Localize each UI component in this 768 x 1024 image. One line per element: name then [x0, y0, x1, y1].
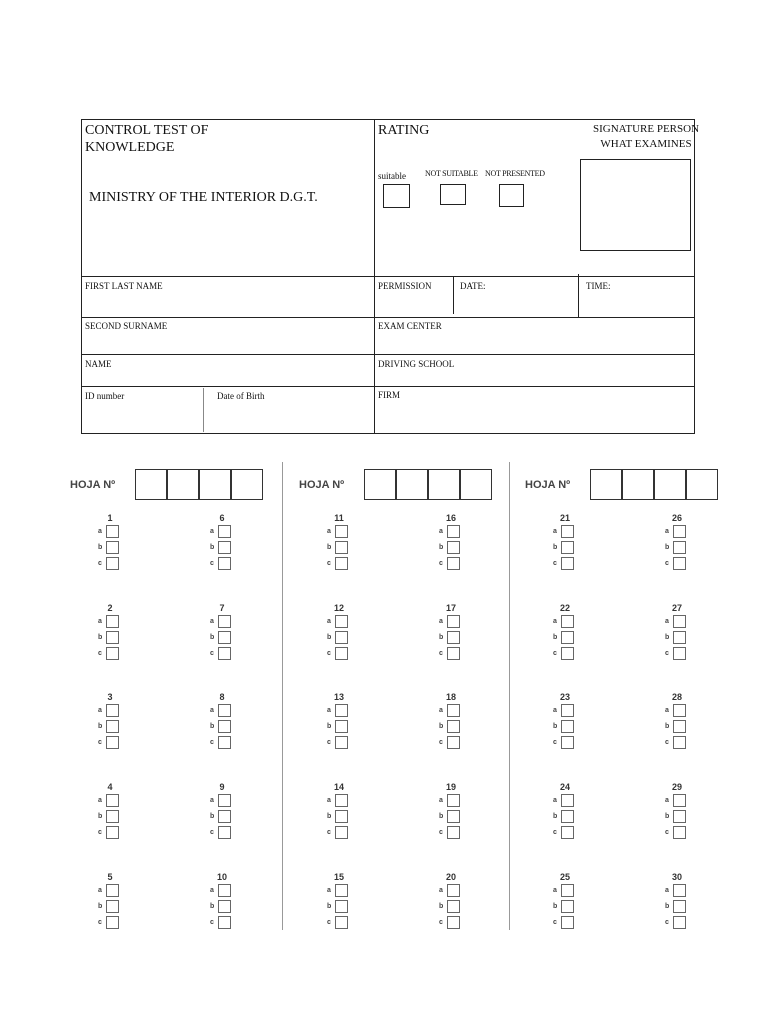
option-letter: a — [553, 887, 557, 894]
option-letter: a — [98, 887, 102, 894]
option-letter: a — [553, 618, 557, 625]
exam-center-label: EXAM CENTER — [378, 321, 442, 331]
question-number: 28 — [671, 692, 682, 702]
sheet-number-box[interactable] — [199, 469, 231, 500]
question-6-option-a-box[interactable] — [218, 525, 231, 538]
option-letter: a — [439, 618, 443, 625]
question-12-option-c-box[interactable] — [335, 647, 348, 660]
question-number: 5 — [107, 872, 113, 882]
permission-label: PERMISSION — [378, 281, 432, 291]
option-letter: b — [327, 813, 332, 820]
option-letter: b — [327, 903, 332, 910]
option-letter: b — [665, 634, 670, 641]
driving-school-label: DRIVING SCHOOL — [378, 359, 455, 369]
question-17-option-c-box[interactable] — [447, 647, 460, 660]
option-letter: b — [553, 723, 558, 730]
question-20-option-b-box[interactable] — [447, 900, 460, 913]
option-letter: b — [439, 813, 444, 820]
sheet-number-box[interactable] — [135, 469, 167, 500]
question-17-option-b-box[interactable] — [447, 631, 460, 644]
question-number: 24 — [559, 782, 570, 792]
option-letter: b — [327, 723, 332, 730]
question-22-option-b-box[interactable] — [561, 631, 574, 644]
option-letter: c — [98, 829, 102, 836]
question-23-option-c-box[interactable] — [561, 736, 574, 749]
question-22-option-c-box[interactable] — [561, 647, 574, 660]
question-16-option-b-box[interactable] — [447, 541, 460, 554]
option-letter: a — [553, 707, 557, 714]
not-suitable-label: NOT SUITABLE — [425, 169, 478, 178]
question-30-option-a-box[interactable] — [673, 884, 686, 897]
option-letter: b — [98, 544, 103, 551]
question-number: 22 — [559, 603, 570, 613]
question-number: 25 — [559, 872, 570, 882]
question-13-option-c-box[interactable] — [335, 736, 348, 749]
question-8-option-c-box[interactable] — [218, 736, 231, 749]
question-21-option-a-box[interactable] — [561, 525, 574, 538]
question-3-option-a-box[interactable] — [106, 704, 119, 717]
option-letter: b — [327, 634, 332, 641]
option-letter: a — [439, 707, 443, 714]
option-letter: c — [327, 650, 331, 657]
option-letter: c — [210, 650, 214, 657]
question-3-option-c-box[interactable] — [106, 736, 119, 749]
question-25-option-a-box[interactable] — [561, 884, 574, 897]
sheet-number-box[interactable] — [364, 469, 396, 500]
option-letter: c — [665, 650, 669, 657]
question-19-option-a-box[interactable] — [447, 794, 460, 807]
question-26-option-a-box[interactable] — [673, 525, 686, 538]
option-letter: b — [665, 903, 670, 910]
question-2-option-a-box[interactable] — [106, 615, 119, 628]
question-10-option-c-box[interactable] — [218, 916, 231, 929]
option-letter: c — [665, 560, 669, 567]
question-29-option-b-box[interactable] — [673, 810, 686, 823]
question-number: 19 — [445, 782, 456, 792]
sheet-number-box[interactable] — [460, 469, 492, 500]
option-letter: c — [439, 560, 443, 567]
option-letter: a — [553, 797, 557, 804]
option-letter: b — [98, 813, 103, 820]
question-24-option-c-box[interactable] — [561, 826, 574, 839]
option-letter: a — [210, 797, 214, 804]
option-letter: a — [553, 528, 557, 535]
question-8-option-b-box[interactable] — [218, 720, 231, 733]
question-11-option-c-box[interactable] — [335, 557, 348, 570]
option-letter: a — [98, 797, 102, 804]
option-letter: b — [439, 634, 444, 641]
sheet-number-box[interactable] — [396, 469, 428, 500]
question-17-option-a-box[interactable] — [447, 615, 460, 628]
question-8-option-a-box[interactable] — [218, 704, 231, 717]
question-28-option-a-box[interactable] — [673, 704, 686, 717]
option-letter: b — [98, 723, 103, 730]
option-letter: b — [210, 544, 215, 551]
firm-label: FIRM — [378, 390, 401, 400]
question-4-option-b-box[interactable] — [106, 810, 119, 823]
question-27-option-c-box[interactable] — [673, 647, 686, 660]
option-letter: a — [327, 618, 331, 625]
option-letter: b — [553, 544, 558, 551]
sheet-number-label: HOJA Nº — [525, 479, 571, 491]
option-letter: c — [210, 739, 214, 746]
question-14-option-b-box[interactable] — [335, 810, 348, 823]
question-30-option-c-box[interactable] — [673, 916, 686, 929]
question-29-option-c-box[interactable] — [673, 826, 686, 839]
question-28-option-b-box[interactable] — [673, 720, 686, 733]
option-letter: a — [327, 528, 331, 535]
question-number: 16 — [445, 513, 456, 523]
question-number: 15 — [333, 872, 344, 882]
option-letter: c — [327, 739, 331, 746]
option-letter: b — [665, 723, 670, 730]
question-4-option-c-box[interactable] — [106, 826, 119, 839]
option-letter: a — [327, 797, 331, 804]
option-letter: b — [553, 813, 558, 820]
question-11-option-a-box[interactable] — [335, 525, 348, 538]
option-letter: c — [327, 560, 331, 567]
option-letter: c — [98, 560, 102, 567]
option-letter: b — [210, 723, 215, 730]
option-letter: b — [210, 634, 215, 641]
question-1-option-b-box[interactable] — [106, 541, 119, 554]
question-number: 7 — [219, 603, 225, 613]
question-14-option-a-box[interactable] — [335, 794, 348, 807]
option-letter: b — [210, 903, 215, 910]
option-letter: c — [98, 739, 102, 746]
option-letter: c — [553, 829, 557, 836]
panel-divider — [509, 462, 510, 930]
option-letter: c — [553, 739, 557, 746]
question-16-option-c-box[interactable] — [447, 557, 460, 570]
question-14-option-c-box[interactable] — [335, 826, 348, 839]
question-12-option-a-box[interactable] — [335, 615, 348, 628]
option-letter: b — [665, 544, 670, 551]
question-13-option-a-box[interactable] — [335, 704, 348, 717]
question-19-option-c-box[interactable] — [447, 826, 460, 839]
option-letter: a — [439, 797, 443, 804]
question-6-option-c-box[interactable] — [218, 557, 231, 570]
not-presented-checkbox[interactable] — [499, 184, 524, 207]
option-letter: c — [98, 919, 102, 926]
question-number: 9 — [219, 782, 225, 792]
option-letter: c — [327, 919, 331, 926]
sheet-number-box[interactable] — [654, 469, 686, 500]
option-letter: c — [665, 739, 669, 746]
option-letter: a — [210, 528, 214, 535]
question-number: 11 — [334, 513, 344, 523]
question-number: 4 — [107, 782, 113, 792]
option-letter: c — [553, 650, 557, 657]
date-label: DATE: — [460, 281, 486, 291]
option-letter: b — [439, 723, 444, 730]
sheet-number-box[interactable] — [590, 469, 622, 500]
question-2-option-b-box[interactable] — [106, 631, 119, 644]
sheet-number-box[interactable] — [622, 469, 654, 500]
question-22-option-a-box[interactable] — [561, 615, 574, 628]
question-number: 10 — [216, 872, 227, 882]
question-number: 21 — [559, 513, 570, 523]
question-1-option-a-box[interactable] — [106, 525, 119, 538]
question-21-option-c-box[interactable] — [561, 557, 574, 570]
option-letter: a — [327, 887, 331, 894]
question-15-option-a-box[interactable] — [335, 884, 348, 897]
question-26-option-c-box[interactable] — [673, 557, 686, 570]
question-10-option-a-box[interactable] — [218, 884, 231, 897]
question-number: 23 — [559, 692, 570, 702]
question-number: 12 — [333, 603, 344, 613]
option-letter: a — [98, 528, 102, 535]
question-number: 27 — [671, 603, 682, 613]
question-5-option-b-box[interactable] — [106, 900, 119, 913]
suitable-checkbox[interactable] — [383, 184, 410, 208]
question-1-option-c-box[interactable] — [106, 557, 119, 570]
option-letter: a — [665, 618, 669, 625]
not-presented-label: NOT PRESENTED — [485, 169, 545, 178]
sheet-number-box[interactable] — [686, 469, 718, 500]
question-number: 3 — [107, 692, 113, 702]
question-25-option-c-box[interactable] — [561, 916, 574, 929]
question-15-option-c-box[interactable] — [335, 916, 348, 929]
option-letter: a — [327, 707, 331, 714]
question-15-option-b-box[interactable] — [335, 900, 348, 913]
option-letter: a — [665, 528, 669, 535]
question-number: 18 — [445, 692, 456, 702]
sheet-number-box[interactable] — [231, 469, 263, 500]
question-27-option-a-box[interactable] — [673, 615, 686, 628]
signature-box[interactable] — [580, 159, 691, 251]
question-9-option-a-box[interactable] — [218, 794, 231, 807]
question-3-option-b-box[interactable] — [106, 720, 119, 733]
question-18-option-b-box[interactable] — [447, 720, 460, 733]
option-letter: b — [553, 903, 558, 910]
question-20-option-a-box[interactable] — [447, 884, 460, 897]
question-25-option-b-box[interactable] — [561, 900, 574, 913]
question-2-option-c-box[interactable] — [106, 647, 119, 660]
option-letter: c — [553, 919, 557, 926]
option-letter: a — [210, 618, 214, 625]
not-suitable-checkbox[interactable] — [440, 184, 466, 205]
sheet-number-label: HOJA Nº — [70, 479, 116, 491]
sheet-number-box[interactable] — [167, 469, 199, 500]
option-letter: c — [210, 829, 214, 836]
question-number: 29 — [671, 782, 682, 792]
question-9-option-b-box[interactable] — [218, 810, 231, 823]
option-letter: c — [439, 650, 443, 657]
question-number: 1 — [107, 513, 113, 523]
question-16-option-a-box[interactable] — [447, 525, 460, 538]
question-18-option-c-box[interactable] — [447, 736, 460, 749]
option-letter: a — [665, 887, 669, 894]
question-21-option-b-box[interactable] — [561, 541, 574, 554]
time-label: TIME: — [586, 281, 611, 291]
date-of-birth-label: Date of Birth — [217, 391, 265, 401]
ministry-label: MINISTRY OF THE INTERIOR D.G.T. — [89, 190, 318, 205]
panel-divider — [282, 462, 283, 930]
question-9-option-c-box[interactable] — [218, 826, 231, 839]
question-number: 13 — [333, 692, 344, 702]
question-24-option-b-box[interactable] — [561, 810, 574, 823]
first-last-name-label: FIRST LAST NAME — [85, 281, 163, 291]
option-letter: c — [210, 560, 214, 567]
question-11-option-b-box[interactable] — [335, 541, 348, 554]
sheet-number-label: HOJA Nº — [299, 479, 345, 491]
option-letter: a — [665, 797, 669, 804]
option-letter: a — [98, 618, 102, 625]
option-letter: c — [439, 739, 443, 746]
option-letter: c — [98, 650, 102, 657]
question-29-option-a-box[interactable] — [673, 794, 686, 807]
option-letter: c — [665, 919, 669, 926]
question-18-option-a-box[interactable] — [447, 704, 460, 717]
question-7-option-c-box[interactable] — [218, 647, 231, 660]
option-letter: b — [553, 634, 558, 641]
option-letter: a — [439, 887, 443, 894]
suitable-label: suitable — [378, 171, 406, 181]
option-letter: c — [439, 829, 443, 836]
question-5-option-a-box[interactable] — [106, 884, 119, 897]
question-number: 8 — [219, 692, 225, 702]
question-30-option-b-box[interactable] — [673, 900, 686, 913]
second-surname-label: SECOND SURNAME — [85, 321, 168, 331]
rating-label: RATING — [378, 123, 430, 138]
question-28-option-c-box[interactable] — [673, 736, 686, 749]
option-letter: a — [439, 528, 443, 535]
question-6-option-b-box[interactable] — [218, 541, 231, 554]
option-letter: c — [553, 560, 557, 567]
option-letter: b — [210, 813, 215, 820]
question-19-option-b-box[interactable] — [447, 810, 460, 823]
option-letter: c — [439, 919, 443, 926]
option-letter: c — [210, 919, 214, 926]
option-letter: a — [210, 707, 214, 714]
question-number: 14 — [333, 782, 344, 792]
question-26-option-b-box[interactable] — [673, 541, 686, 554]
question-23-option-a-box[interactable] — [561, 704, 574, 717]
question-10-option-b-box[interactable] — [218, 900, 231, 913]
option-letter: b — [439, 544, 444, 551]
question-number: 17 — [445, 603, 456, 613]
question-number: 30 — [671, 872, 682, 882]
question-23-option-b-box[interactable] — [561, 720, 574, 733]
question-number: 20 — [445, 872, 456, 882]
id-number-label: ID number — [85, 391, 125, 401]
signature-label: SIGNATURE PERSON WHAT EXAMINES — [592, 123, 700, 150]
option-letter: b — [98, 634, 103, 641]
question-24-option-a-box[interactable] — [561, 794, 574, 807]
option-letter: b — [439, 903, 444, 910]
question-number: 6 — [219, 513, 225, 523]
question-13-option-b-box[interactable] — [335, 720, 348, 733]
sheet-number-box[interactable] — [428, 469, 460, 500]
name-label: NAME — [85, 359, 112, 369]
option-letter: a — [210, 887, 214, 894]
question-number: 2 — [107, 603, 113, 613]
question-27-option-b-box[interactable] — [673, 631, 686, 644]
option-letter: a — [665, 707, 669, 714]
question-12-option-b-box[interactable] — [335, 631, 348, 644]
option-letter: b — [327, 544, 332, 551]
option-letter: c — [327, 829, 331, 836]
option-letter: b — [98, 903, 103, 910]
question-5-option-c-box[interactable] — [106, 916, 119, 929]
question-number: 26 — [671, 513, 682, 523]
question-7-option-b-box[interactable] — [218, 631, 231, 644]
option-letter: c — [665, 829, 669, 836]
question-4-option-a-box[interactable] — [106, 794, 119, 807]
question-20-option-c-box[interactable] — [447, 916, 460, 929]
option-letter: b — [665, 813, 670, 820]
option-letter: a — [98, 707, 102, 714]
form-title: CONTROL TEST OF KNOWLEDGE — [85, 123, 209, 155]
question-7-option-a-box[interactable] — [218, 615, 231, 628]
